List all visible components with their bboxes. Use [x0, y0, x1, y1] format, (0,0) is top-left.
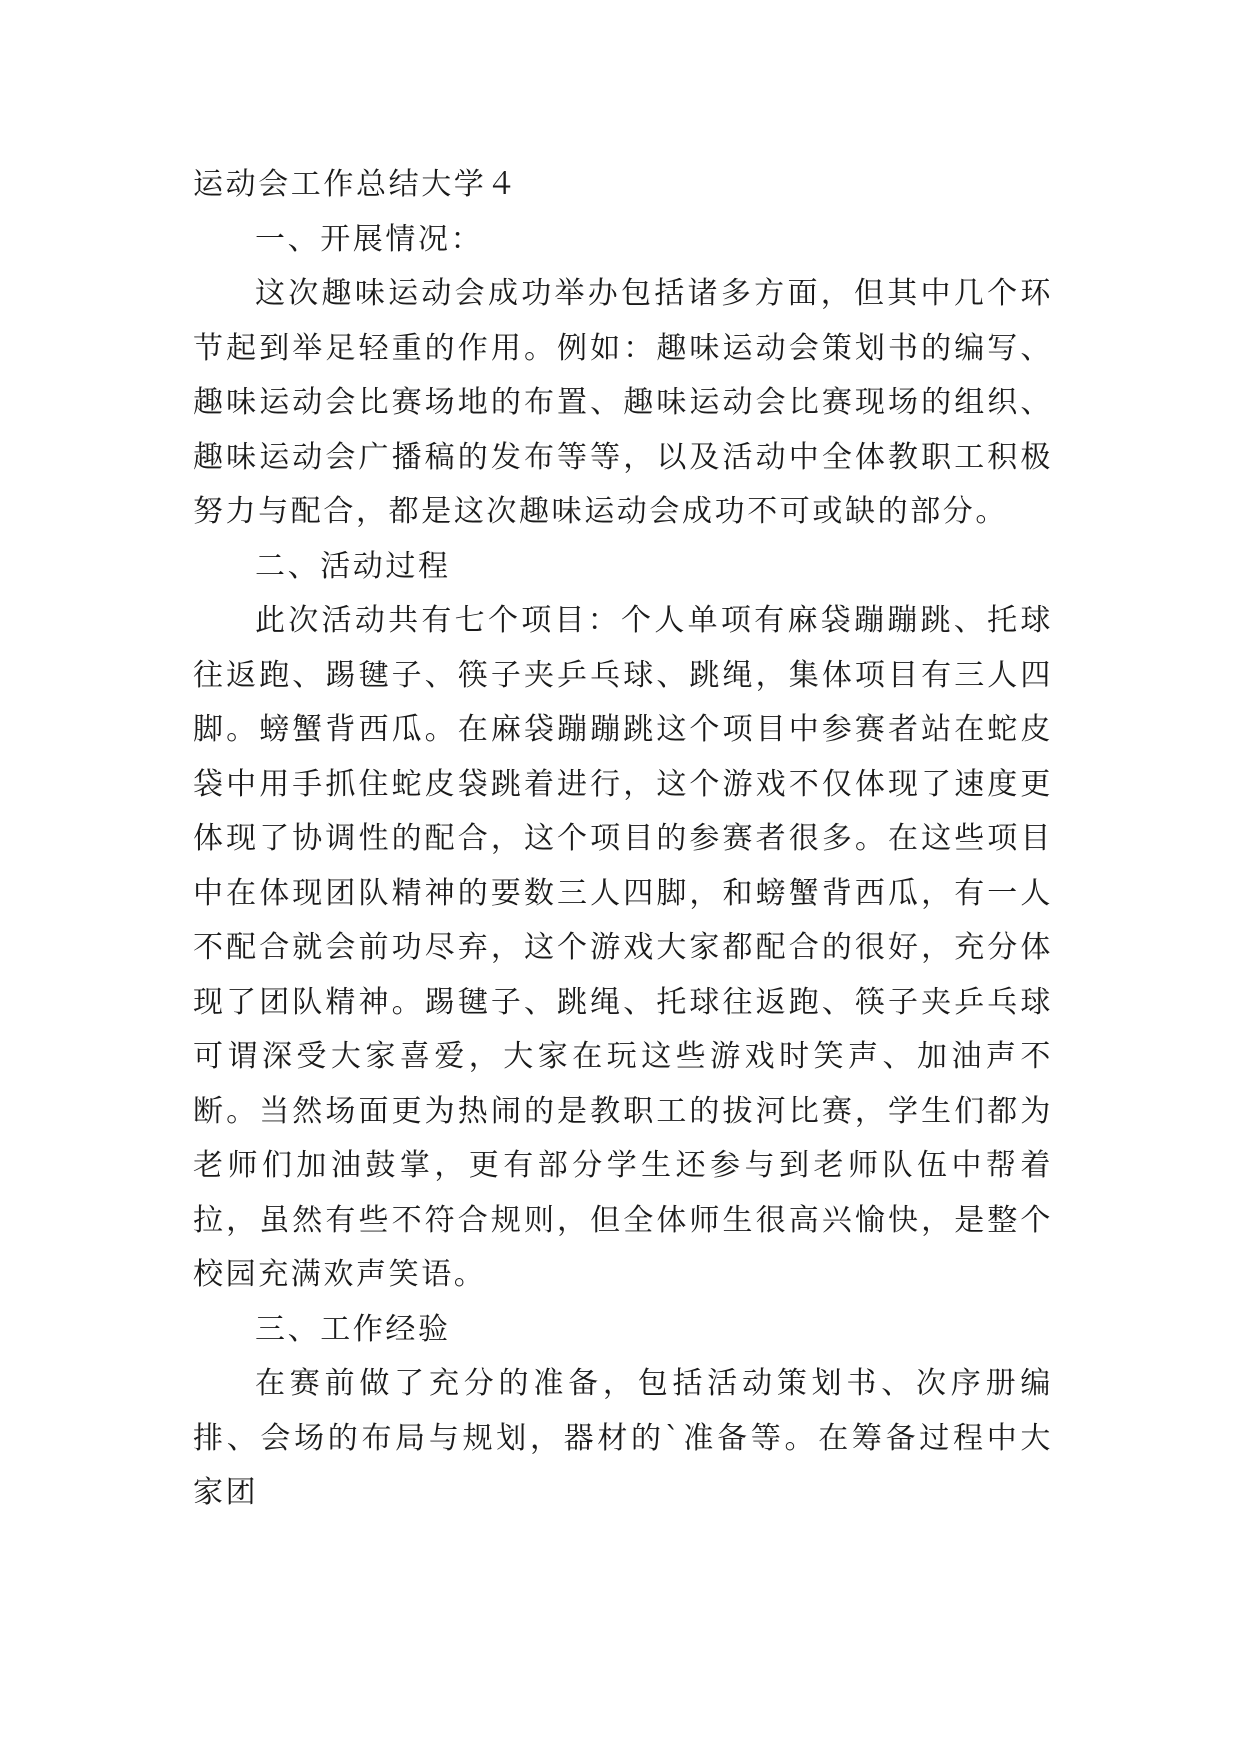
section-paragraph-2: 此次活动共有七个项目：个人单项有麻袋蹦蹦跳、托球往返跑、踢毽子、筷子夹乒乓球、跳绳，集体项目有三人四脚。螃蟹背西瓜。在麻袋蹦蹦跳这个项目中参赛者站在蛇皮袋中用手抓住蛇皮袋跳着进行，这个游戏不仅体现了速度更体现了协调性的配合，这个项目的参赛者很多。在这些项目中在体现团队精神的要数三人四脚，和螃蟹背西瓜，有一人不配合就会前功尽弃，这个游戏大家都配合的很好，充分体现了团队精神。踢毽子、跳绳、托球往返跑、筷子夹乒乓球可谓深受大家喜爱，大家在玩这些游戏时笑声、加油声不断。当然场面更为热闹的是教职工的拔河比赛，学生们都为老师们加油鼓掌，更有部分学生还参与到老师队伍中帮着拉，虽然有些不符合规则，但全体师生很高兴愉快，是整个校园充满欢声笑语。 [193, 603, 1053, 1292]
section-heading-3: 三、工作经验 [255, 1311, 451, 1347]
section-heading-2: 二、活动过程 [255, 548, 451, 584]
document-title: 运动会工作总结大学４ [193, 167, 519, 202]
section-paragraph-1: 这次趣味运动会成功举办包括诸多方面，但其中几个环节起到举足轻重的作用。例如：趣味运动会策划书的编写、趣味运动会比赛场地的布置、趣味运动会比赛现场的组织、趣味运动会广播稿的发布等等，以及活动中全体教职工积极努力与配合，都是这次趣味运动会成功不可或缺的部分。 [193, 276, 1053, 529]
document-body [193, 158, 1053, 1521]
section-paragraph-3: 在赛前做了充分的准备，包括活动策划书、次序册编排、会场的布局与规划，器材的`准备等。在筹备过程中大家团 [193, 1366, 1053, 1510]
section-heading-1: 一、开展情况： [255, 221, 484, 257]
